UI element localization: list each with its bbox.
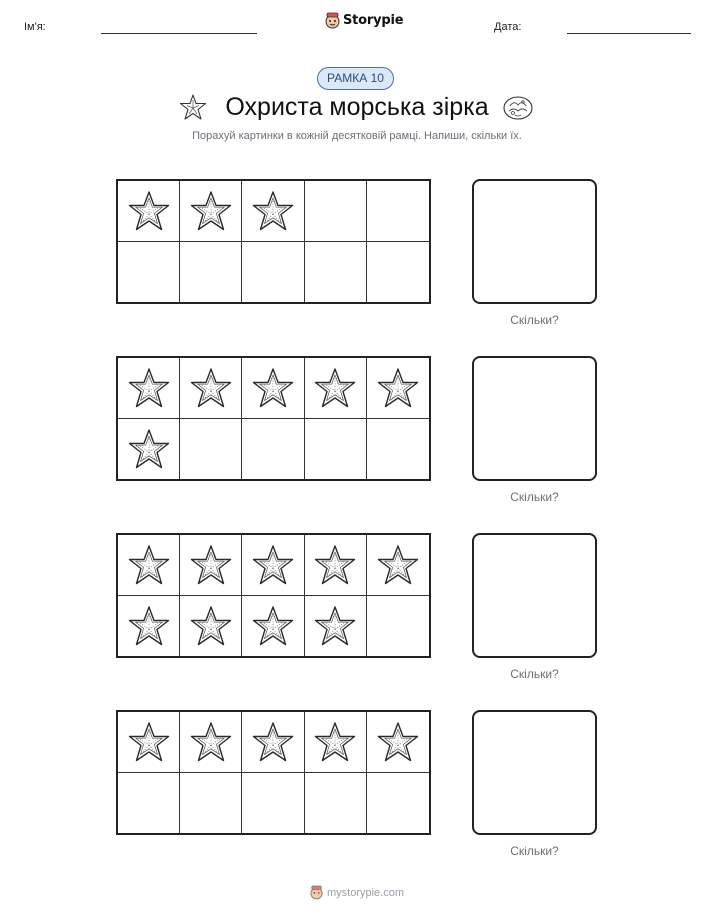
ten-frame bbox=[116, 179, 431, 304]
starfish-icon bbox=[313, 720, 357, 764]
starfish-icon bbox=[189, 543, 233, 587]
frame-cell bbox=[180, 596, 242, 657]
starfish-icon bbox=[189, 189, 233, 233]
starfish-icon bbox=[313, 543, 357, 587]
frame-cell bbox=[305, 358, 367, 419]
starfish-icon bbox=[376, 366, 420, 410]
frame-cell bbox=[180, 535, 242, 596]
starfish-icon bbox=[127, 543, 171, 587]
frame-cell bbox=[305, 535, 367, 596]
ten-frame bbox=[116, 533, 431, 658]
starfish-icon bbox=[251, 720, 295, 764]
answer-box[interactable] bbox=[472, 710, 597, 835]
starfish-icon bbox=[127, 720, 171, 764]
frame-cell bbox=[180, 181, 242, 242]
frame-cell bbox=[367, 181, 429, 242]
how-many-label: Скільки? bbox=[510, 844, 559, 858]
frame-cell bbox=[118, 181, 180, 242]
footer-url[interactable]: mystorypie.com bbox=[326, 886, 405, 899]
frame-cell bbox=[180, 712, 242, 773]
name-label: Ім'я: bbox=[24, 21, 46, 33]
ten-frame bbox=[116, 710, 431, 835]
brand-name: Storypie bbox=[343, 13, 404, 28]
name-line[interactable] bbox=[101, 33, 257, 34]
starfish-icon bbox=[127, 189, 171, 233]
answer-box[interactable] bbox=[472, 179, 597, 304]
frame-cell bbox=[305, 419, 367, 480]
frame-cell bbox=[118, 596, 180, 657]
starfish-icon bbox=[251, 604, 295, 648]
frame-cell bbox=[305, 242, 367, 303]
footer bbox=[0, 885, 714, 900]
starfish-icon bbox=[127, 366, 171, 410]
frame-cell bbox=[242, 242, 304, 303]
frame-cell bbox=[118, 358, 180, 419]
frame-cell bbox=[242, 419, 304, 480]
frame-cell bbox=[367, 419, 429, 480]
starfish-icon bbox=[251, 189, 295, 233]
how-many-label: Скільки? bbox=[510, 490, 559, 504]
frame-cell bbox=[367, 535, 429, 596]
frame-cell bbox=[242, 358, 304, 419]
frame-cell bbox=[118, 419, 180, 480]
frame-cell bbox=[118, 242, 180, 303]
starfish-icon bbox=[313, 366, 357, 410]
answer-box[interactable] bbox=[472, 533, 597, 658]
frame-cell bbox=[242, 181, 304, 242]
starfish-icon bbox=[127, 604, 171, 648]
frame-cell bbox=[242, 535, 304, 596]
frame-cell bbox=[118, 712, 180, 773]
starfish-icon bbox=[189, 604, 233, 648]
starfish-icon bbox=[251, 543, 295, 587]
frame-cell bbox=[367, 712, 429, 773]
answer-box[interactable] bbox=[472, 356, 597, 481]
frame-cell bbox=[180, 419, 242, 480]
frame-cell bbox=[305, 712, 367, 773]
starfish-icon bbox=[251, 366, 295, 410]
brand-logo bbox=[325, 12, 403, 29]
how-many-label: Скільки? bbox=[510, 313, 559, 327]
frame-cell bbox=[367, 596, 429, 657]
seaweed-rock-icon bbox=[502, 93, 534, 121]
starfish-icon bbox=[189, 366, 233, 410]
instructions: Порахуй картинки в кожній десятковій рамці. Напиши, скільки їх. bbox=[192, 130, 522, 142]
frame-cell bbox=[180, 358, 242, 419]
starfish-icon bbox=[189, 720, 233, 764]
frame-cell bbox=[367, 773, 429, 834]
frame-cell bbox=[118, 773, 180, 834]
starfish-icon bbox=[376, 543, 420, 587]
date-line[interactable] bbox=[567, 33, 691, 34]
page-title: Охриста морська зірка bbox=[225, 93, 489, 121]
frame-cell bbox=[180, 242, 242, 303]
frame-cell bbox=[367, 242, 429, 303]
storypie-mascot-icon bbox=[325, 12, 340, 29]
frame-cell bbox=[242, 773, 304, 834]
ten-frame bbox=[116, 356, 431, 481]
frame-cell bbox=[367, 358, 429, 419]
frame-cell bbox=[118, 535, 180, 596]
frame-cell bbox=[242, 596, 304, 657]
frame-cell bbox=[305, 773, 367, 834]
starfish-icon bbox=[376, 720, 420, 764]
storypie-mascot-icon bbox=[310, 885, 323, 900]
frame-cell bbox=[180, 773, 242, 834]
date-label: Дата: bbox=[494, 21, 522, 33]
frame-cell bbox=[305, 181, 367, 242]
frame-badge: РАМКА 10 bbox=[317, 67, 394, 90]
starfish-icon bbox=[313, 604, 357, 648]
how-many-label: Скільки? bbox=[510, 667, 559, 681]
frame-cell bbox=[305, 596, 367, 657]
starfish-icon bbox=[127, 427, 171, 471]
frame-cell bbox=[242, 712, 304, 773]
